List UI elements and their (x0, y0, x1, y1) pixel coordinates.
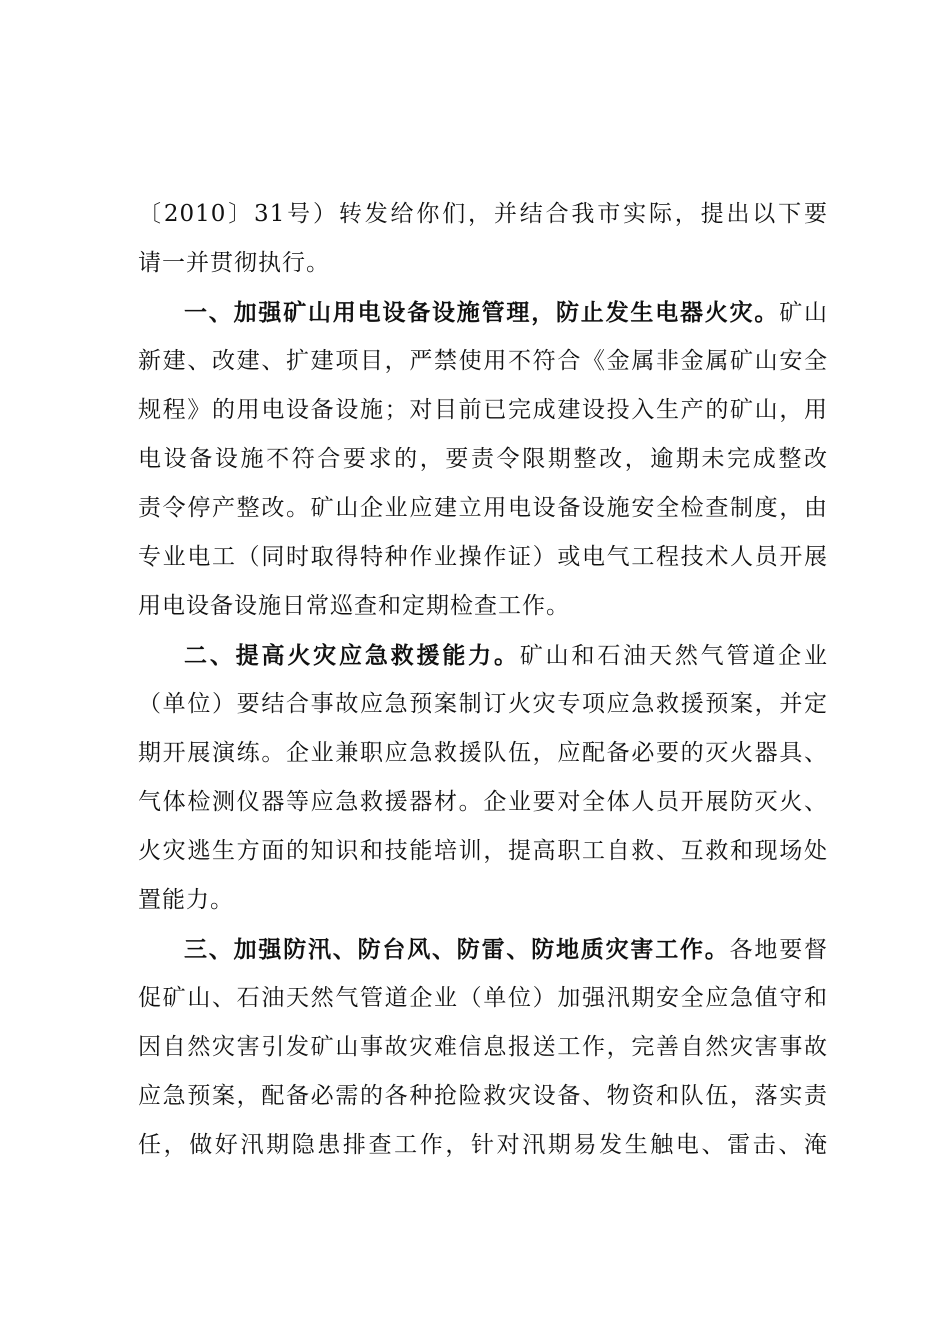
text-line: 促矿山、石油天然气管道企业（单位）加强汛期安全应急值守和 (138, 985, 828, 1011)
section-heading-line (138, 925, 828, 974)
text-line: 规程》的用电设备设施；对目前已完成建设投入生产的矿山，用 (138, 397, 828, 423)
section-2-heading: 二、提高火灾应急救援能力。 (184, 642, 520, 669)
text-line: 气体检测仪器等应急救援器材。企业要对全体人员开展防灭火、 (138, 789, 828, 815)
text-line: 专业电工（同时取得特种作业操作证）或电气工程技术人员开展 (138, 544, 828, 570)
text-line: 新建、改建、扩建项目，严禁使用不符合《金属非金属矿山安全 (138, 348, 828, 374)
document-body (138, 190, 828, 1170)
section-heading-line (138, 288, 828, 337)
text-line: 用电设备设施日常巡查和定期检查工作。 (138, 593, 570, 619)
text-line: 期开展演练。企业兼职应急救援队伍，应配备必要的灭火器具、 (138, 740, 828, 766)
text-line: （单位）要结合事故应急预案制订火灾专项应急救援预案，并定 (138, 691, 828, 717)
section-1-text: 矿山 (779, 300, 828, 326)
section-2-text: 矿山和石油天然气管道企业 (519, 643, 828, 669)
section-3-heading: 三、加强防汛、防台风、防雷、防地质灾害工作。 (184, 936, 730, 963)
section-3-text: 各地要督 (729, 937, 828, 963)
text-line: 责令停产整改。矿山企业应建立用电设备设施安全检查制度，由 (138, 495, 828, 521)
text-line: 应急预案，配备必需的各种抢险救灾设备、物资和队伍，落实责 (138, 1083, 828, 1109)
text-line: 置能力。 (138, 887, 234, 913)
text-line: 电设备设施不符合要求的，要责令限期整改，逾期未完成整改 (138, 446, 828, 472)
text-line: 请一并贯彻执行。 (138, 250, 330, 276)
text-line: 因自然灾害引发矿山事故灾难信息报送工作，完善自然灾害事故 (138, 1034, 828, 1060)
section-heading-line (138, 631, 828, 680)
section-1-heading: 一、加强矿山用电设备设施管理，防止发生电器火灾。 (184, 299, 780, 326)
text-line: 任，做好汛期隐患排查工作，针对汛期易发生触电、雷击、淹 (138, 1132, 828, 1158)
text-line: 〔2010〕31号）转发给你们，并结合我市实际，提出以下要 (138, 201, 828, 227)
text-line: 火灾逃生方面的知识和技能培训，提高职工自救、互救和现场处 (138, 838, 828, 864)
